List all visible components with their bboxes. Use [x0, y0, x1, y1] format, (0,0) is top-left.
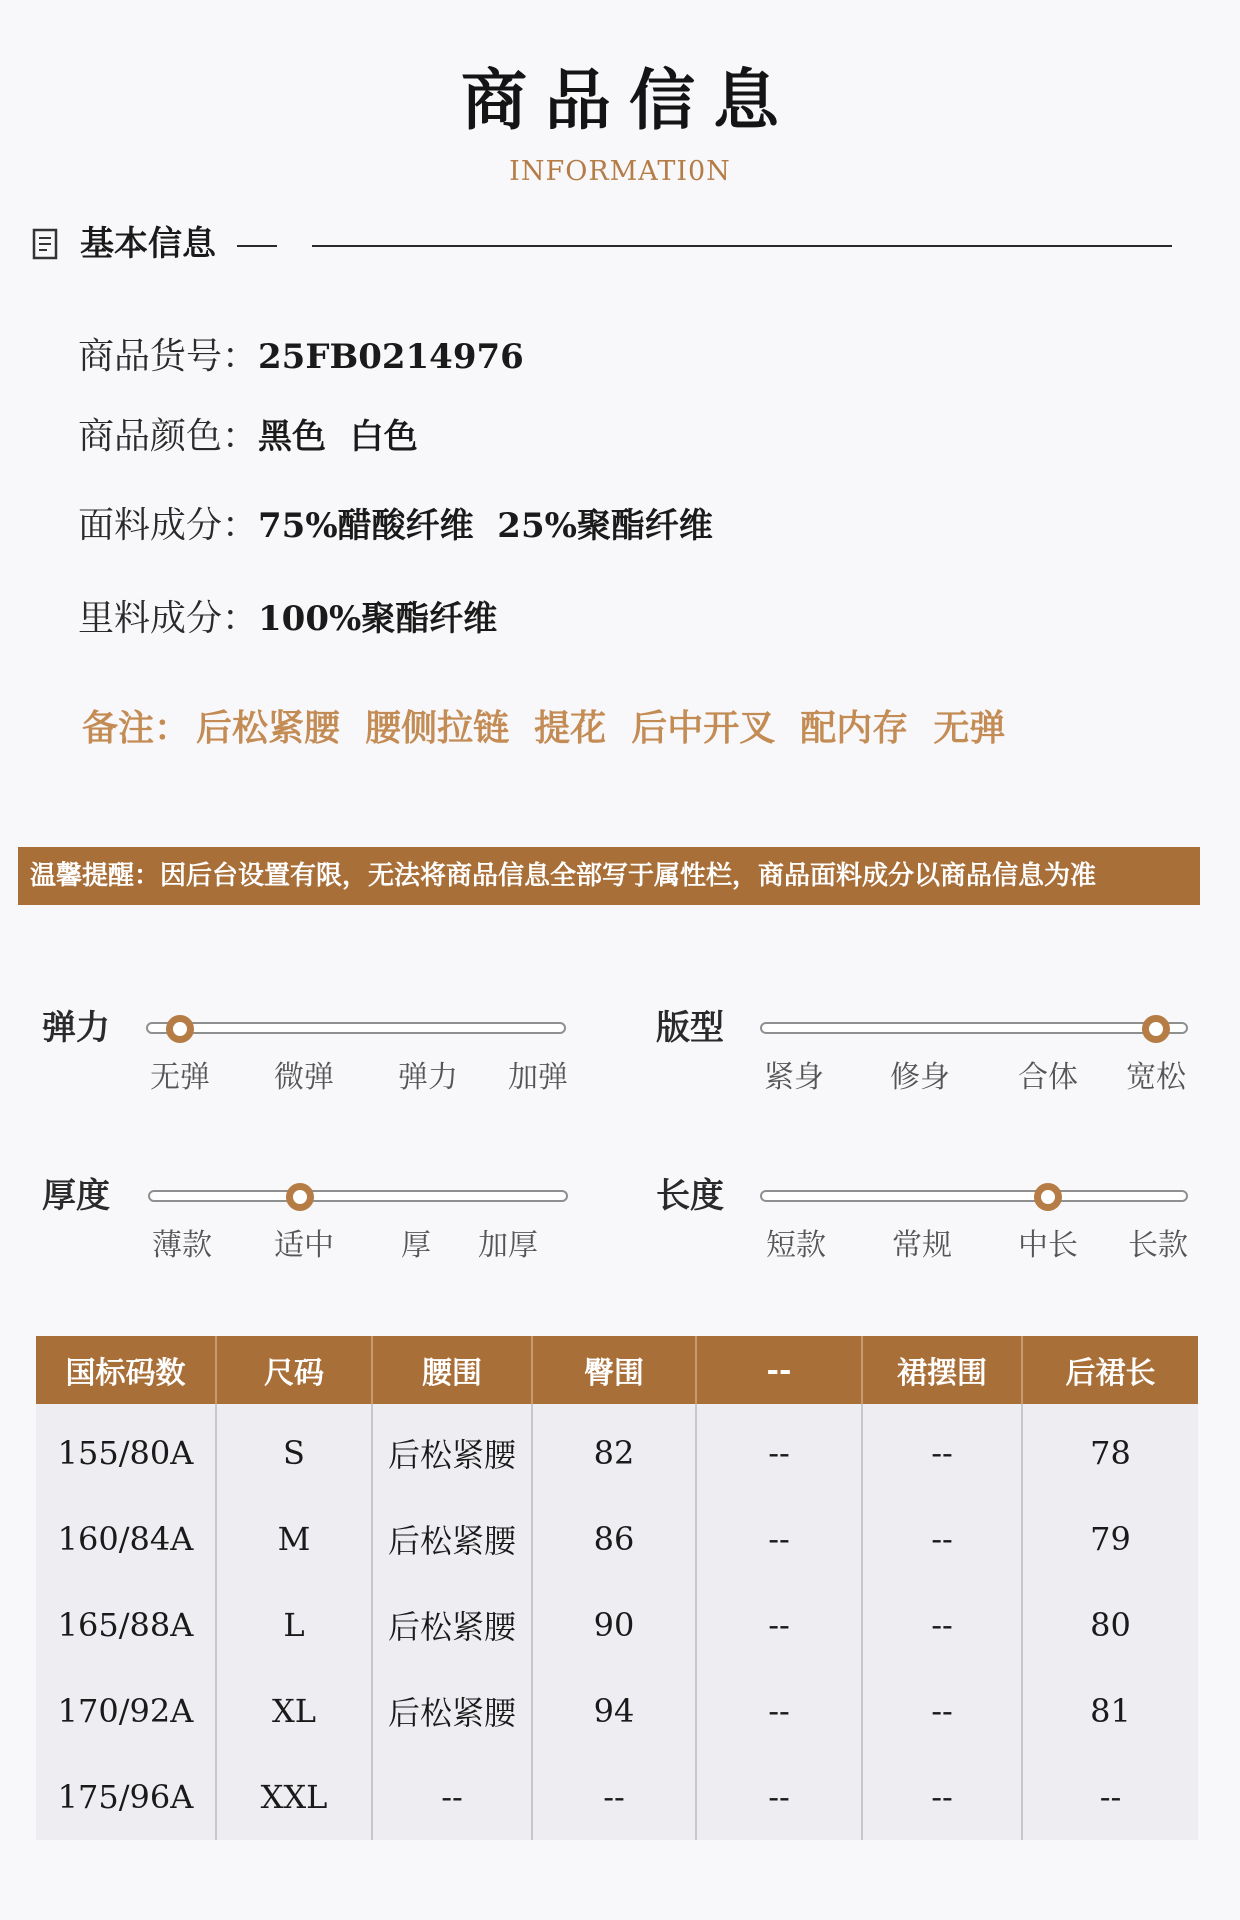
attribute-option: 适中	[274, 1228, 334, 1263]
table-cell: --	[862, 1582, 1022, 1668]
page-title: 商品信息	[461, 61, 797, 139]
table-cell: 78	[1022, 1404, 1198, 1496]
attribute-option: 合体	[1018, 1060, 1078, 1095]
table-cell: 160/84A	[36, 1496, 216, 1582]
attribute-thickness	[42, 1168, 602, 1278]
attribute-fit	[656, 1000, 1216, 1110]
table-row	[36, 1496, 1198, 1582]
divider-short	[237, 245, 277, 247]
column-header: 臀围	[532, 1336, 696, 1404]
table-cell: --	[862, 1496, 1022, 1582]
divider-long	[312, 245, 1172, 247]
table-cell: 165/88A	[36, 1582, 216, 1668]
table-header-row	[36, 1336, 1198, 1404]
info-value: 100%聚酯纤维	[258, 599, 498, 639]
attribute-option: 长款	[1128, 1228, 1188, 1263]
info-label: 商品货号：	[78, 336, 259, 377]
attribute-option: 中长	[1018, 1228, 1078, 1263]
info-item-color	[78, 408, 418, 459]
info-item-sku	[78, 328, 524, 379]
attribute-option: 无弹	[150, 1060, 210, 1095]
attribute-option: 常规	[892, 1228, 952, 1263]
table-cell: M	[216, 1496, 372, 1582]
attribute-option: 厚	[401, 1228, 431, 1263]
column-header: 裙摆围	[862, 1336, 1022, 1404]
reminder-banner: 温馨提醒：因后台设置有限，无法将商品信息全部写于属性栏，商品面料成分以商品信息为准	[18, 847, 1200, 905]
info-label: 商品颜色：	[78, 416, 259, 457]
table-cell: --	[862, 1404, 1022, 1496]
attribute-indicator	[1142, 1015, 1170, 1043]
column-header: --	[696, 1336, 862, 1404]
attribute-option: 加厚	[478, 1228, 538, 1263]
note-label: 备注：	[82, 707, 191, 749]
attribute-track	[146, 1022, 566, 1034]
attribute-track	[760, 1022, 1188, 1034]
attribute-label: 弹力	[42, 1008, 110, 1048]
table-cell: --	[696, 1668, 862, 1754]
attribute-option: 弹力	[398, 1060, 458, 1095]
info-value: 75%醋酸纤维 25%聚酯纤维	[258, 506, 713, 546]
column-header: 腰围	[372, 1336, 532, 1404]
table-row	[36, 1582, 1198, 1668]
attribute-option: 薄款	[152, 1228, 212, 1263]
info-label: 里料成分：	[78, 598, 259, 639]
page-subtitle: INFORMATI0N	[509, 156, 731, 187]
table-cell: 175/96A	[36, 1754, 216, 1840]
document-icon	[32, 228, 60, 260]
table-cell: 后松紧腰	[372, 1582, 532, 1668]
attribute-length	[656, 1168, 1216, 1278]
page-header	[0, 60, 1240, 187]
note-line	[82, 700, 1005, 751]
info-item-fabric	[78, 497, 713, 548]
table-row	[36, 1404, 1198, 1496]
table-cell: XXL	[216, 1754, 372, 1840]
attribute-indicator	[286, 1183, 314, 1211]
table-cell: 90	[532, 1582, 696, 1668]
info-value: 25FB0214976	[258, 337, 524, 377]
attribute-option: 加弹	[508, 1060, 568, 1095]
table-cell: --	[696, 1754, 862, 1840]
table-cell: 155/80A	[36, 1404, 216, 1496]
table-cell: L	[216, 1582, 372, 1668]
note-value: 后松紧腰 腰侧拉链 提花 后中开叉 配内存 无弹	[196, 707, 1006, 749]
table-cell: --	[1022, 1754, 1198, 1840]
attribute-option: 短款	[766, 1228, 826, 1263]
attribute-indicator	[1034, 1183, 1062, 1211]
table-cell: --	[862, 1668, 1022, 1754]
attribute-option: 微弹	[274, 1060, 334, 1095]
table-cell: 后松紧腰	[372, 1496, 532, 1582]
table-cell: 86	[532, 1496, 696, 1582]
attribute-indicator	[166, 1015, 194, 1043]
attribute-option: 紧身	[764, 1060, 824, 1095]
table-cell: 后松紧腰	[372, 1404, 532, 1496]
table-row	[36, 1754, 1198, 1840]
table-row	[36, 1668, 1198, 1754]
attribute-option: 修身	[890, 1060, 950, 1095]
info-value: 黑色 白色	[258, 417, 418, 457]
table-cell: S	[216, 1404, 372, 1496]
table-cell: 后松紧腰	[372, 1668, 532, 1754]
table-cell: XL	[216, 1668, 372, 1754]
attribute-elasticity	[42, 1000, 602, 1110]
table-cell: --	[532, 1754, 696, 1840]
attribute-track	[148, 1190, 568, 1202]
attribute-option: 宽松	[1126, 1060, 1186, 1095]
table-cell: 79	[1022, 1496, 1198, 1582]
section-header-basic	[32, 220, 1172, 270]
attribute-label: 厚度	[42, 1176, 110, 1216]
table-cell: --	[696, 1496, 862, 1582]
size-table	[36, 1336, 1198, 1840]
table-cell: 80	[1022, 1582, 1198, 1668]
attribute-track	[760, 1190, 1188, 1202]
table-cell: 170/92A	[36, 1668, 216, 1754]
attribute-label: 长度	[656, 1176, 724, 1216]
table-cell: --	[862, 1754, 1022, 1840]
column-header: 尺码	[216, 1336, 372, 1404]
table-cell: 82	[532, 1404, 696, 1496]
section-title: 基本信息	[80, 224, 216, 264]
table-cell: --	[696, 1404, 862, 1496]
table-cell: 94	[532, 1668, 696, 1754]
table-cell: 81	[1022, 1668, 1198, 1754]
table-cell: --	[372, 1754, 532, 1840]
column-header: 后裙长	[1022, 1336, 1198, 1404]
attribute-label: 版型	[656, 1008, 724, 1048]
info-item-lining	[78, 590, 497, 641]
table-cell: --	[696, 1582, 862, 1668]
column-header: 国标码数	[36, 1336, 216, 1404]
info-label: 面料成分：	[78, 505, 259, 546]
